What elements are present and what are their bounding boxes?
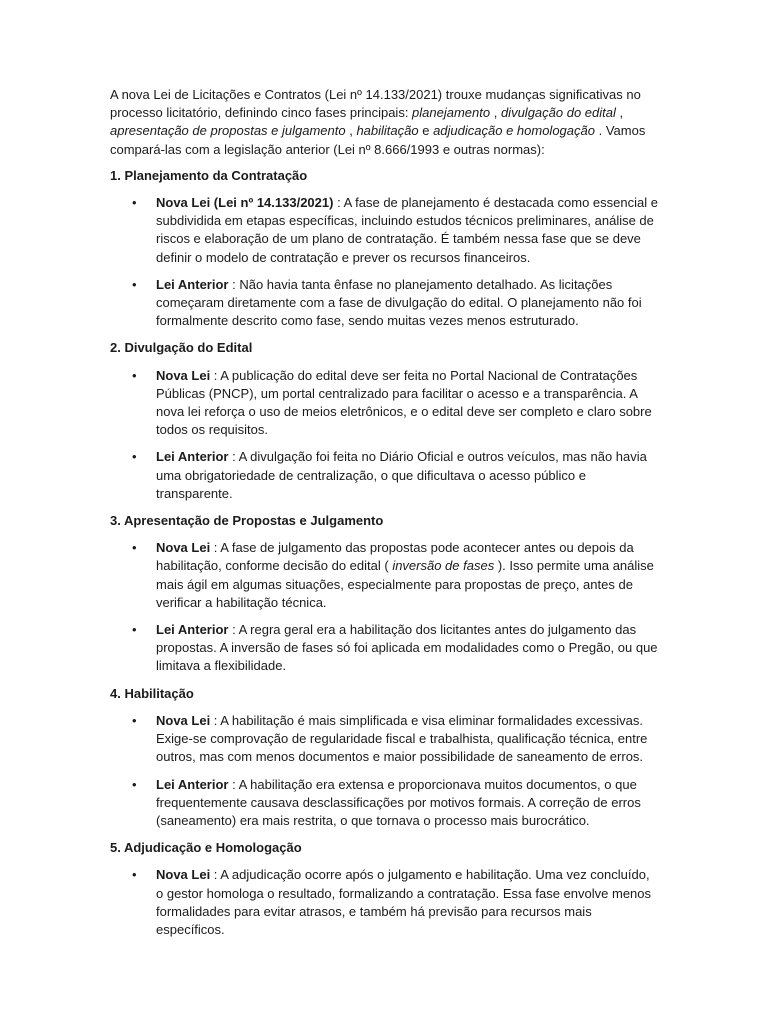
intro-emphasis-propostas: apresentação de propostas e julgamento [110, 123, 346, 139]
section-list-propostas [110, 539, 658, 675]
item-label: Nova Lei [156, 367, 211, 383]
bullet-icon: • [132, 367, 137, 383]
intro-emphasis-divulgacao: divulgação do edital [500, 105, 616, 121]
list-item [110, 539, 658, 612]
intro-paragraph [110, 86, 658, 159]
bullet-icon: • [132, 276, 137, 292]
section-heading-habilitacao: 4. Habilitação [110, 685, 194, 701]
section-heading-propostas: 3. Apresentação de Propostas e Julgamento [110, 513, 384, 529]
bullet-icon: • [132, 195, 137, 211]
intro-text: , [490, 105, 501, 121]
intro-emphasis-planejamento: planejamento [412, 105, 491, 121]
list-item [110, 776, 658, 831]
bullet-icon: • [132, 712, 137, 728]
item-label: Lei Anterior [156, 622, 229, 638]
list-item [110, 712, 658, 767]
list-item [110, 194, 658, 267]
bullet-icon: • [132, 776, 137, 792]
item-label: Nova Lei [156, 867, 211, 883]
list-item [110, 866, 658, 939]
item-emphasis: inversão de fases [392, 558, 495, 574]
intro-text: , [345, 123, 357, 139]
intro-text: . Vamos compará-las com a legislação anterior (Lei nº 8.666/1993 e outras normas): [110, 123, 646, 157]
item-text: : Não havia tanta ênfase no planejamento detalhado. As licitações começaram diretamente com a fase de divulgação do edital. O planejamento não foi formalmente descrito como fase, sendo muitas vezes menos estruturado. [156, 276, 642, 329]
intro-emphasis-habilitacao: habilitação [356, 123, 419, 139]
intro-text: , [615, 105, 624, 121]
list-item [110, 276, 658, 331]
section-list-divulgacao [110, 367, 658, 503]
document-page [110, 86, 658, 948]
item-text: : A fase de julgamento das propostas pode acontecer antes ou depois da habilitação, conforme decisão do edital ( [156, 540, 634, 574]
bullet-icon: • [132, 622, 137, 638]
item-text: : A adjudicação ocorre após o julgamento e habilitação. Uma vez concluído, o gestor homologa o resultado, formalizando a contratação. Essa fase envolve menos formalidades para evitar atrasos, e também há previsão para recursos mais específicos. [156, 867, 652, 937]
intro-emphasis-adjudicacao: adjudicação e homologação [433, 123, 595, 139]
item-text: : A divulgação foi feita no Diário Oficial e outros veículos, mas não havia uma obrigatoriedade de centralização, o que dificultava o acesso público e transparente. [156, 449, 647, 501]
list-item [110, 621, 658, 676]
item-label: Lei Anterior [156, 276, 229, 292]
item-text: : A fase de planejamento é destacada como essencial e subdividida em etapas específicas, incluindo estudos técnicos preliminares, análise de riscos e elaboração de um plano de contratação. É também nessa fase que se deve definir o modelo de contratação e prever os recursos financeiros. [156, 195, 658, 265]
item-text: : A publicação do edital deve ser feita no Portal Nacional de Contratações Públicas (PNCP), um portal centralizado para facilitar o acesso e a transparência. A nova lei reforça o uso de meios eletrônicos, e o edital deve ser completo e claro sobre todos os requisitos. [156, 367, 652, 438]
item-text: ). Isso permite uma análise mais ágil em algumas situações, especialmente para propostas de preço, antes de verificar a habilitação técnica. [156, 558, 654, 610]
bullet-icon: • [132, 540, 137, 556]
section-heading-adjudicacao: 5. Adjudicação e Homologação [110, 840, 302, 856]
intro-text: e [418, 123, 434, 139]
list-item [110, 367, 658, 440]
section-list-habilitacao [110, 712, 658, 830]
list-item [110, 448, 658, 503]
bullet-icon: • [132, 867, 137, 883]
section-list-planejamento [110, 194, 658, 330]
item-text: : A habilitação era extensa e proporcionava muitos documentos, o que frequentemente causava desclassificações por motivos formais. A correção de erros (saneamento) era mais restrita, o que tornava o processo mais burocrático. [156, 776, 641, 828]
item-text: : A habilitação é mais simplificada e visa eliminar formalidades excessivas. Exige-se comprovação de regularidade fiscal e trabalhista, qualificação técnica, entre outros, mas com menos documentos e maior possibilidade de saneamento de erros. [156, 712, 648, 765]
item-label: Lei Anterior [156, 776, 229, 792]
section-heading-planejamento: 1. Planejamento da Contratação [110, 167, 308, 183]
section-list-adjudicacao [110, 866, 658, 939]
item-label: Nova Lei (Lei nº 14.133/2021) [156, 195, 334, 211]
item-label: Nova Lei [156, 712, 211, 728]
item-label: Lei Anterior [156, 449, 229, 465]
section-heading-divulgacao: 2. Divulgação do Edital [110, 340, 253, 356]
item-text: : A regra geral era a habilitação dos licitantes antes do julgamento das propostas. A inversão de fases só foi aplicada em modalidades como o Pregão, ou que limitava a flexibilidade. [156, 622, 658, 674]
item-label: Nova Lei [156, 540, 211, 556]
bullet-icon: • [132, 449, 137, 465]
intro-text: A nova Lei de Licitações e Contratos (Lei nº 14.133/2021) trouxe mudanças significativas no processo licitatório, definindo cinco fases principais: [110, 87, 641, 121]
